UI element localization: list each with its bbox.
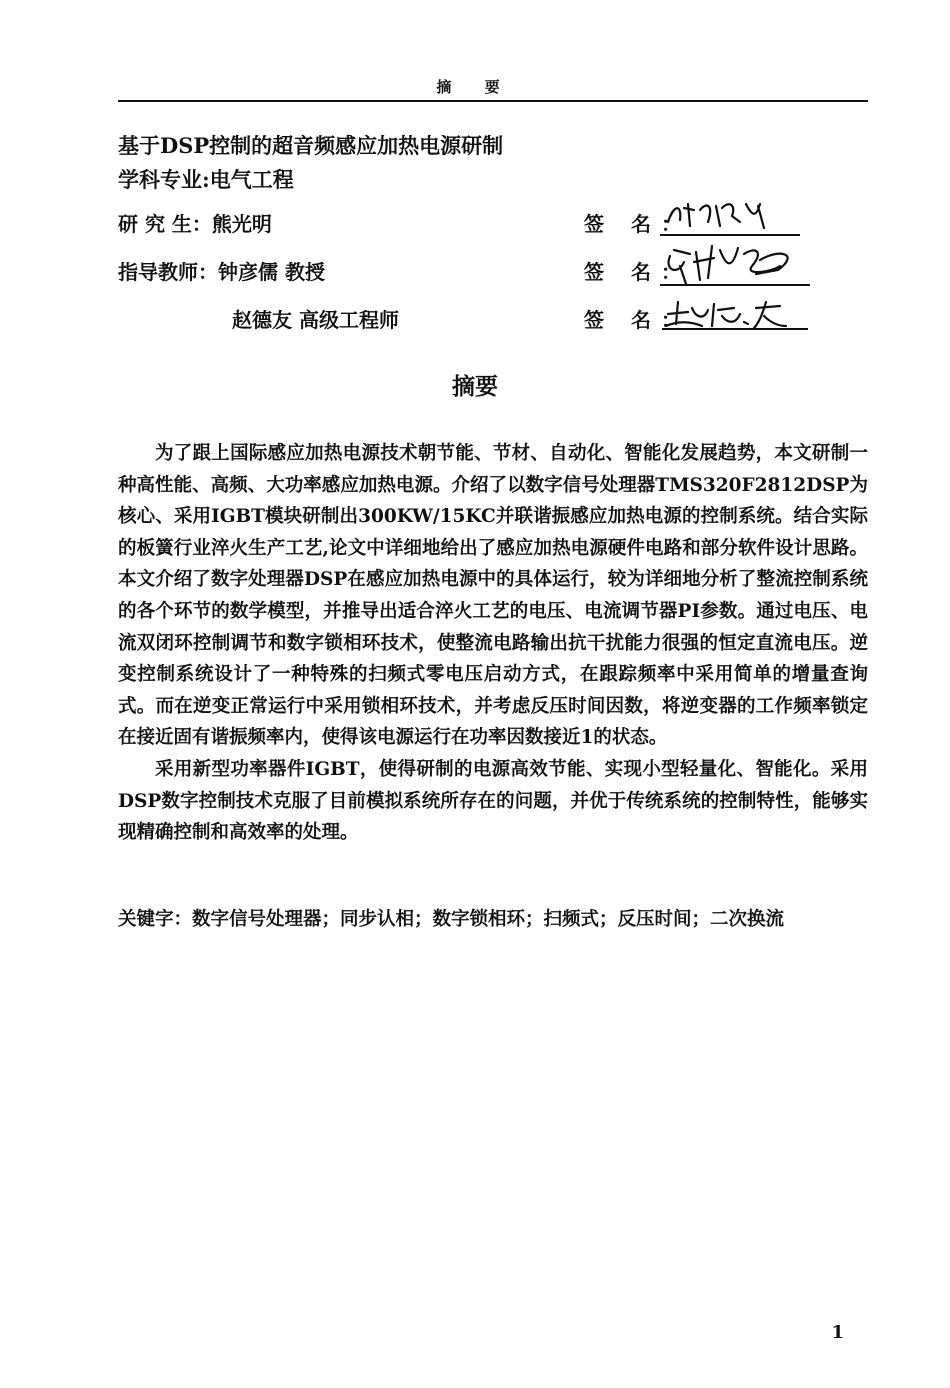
student-name: 研 究 生：熊光明 xyxy=(118,212,272,236)
abstract-heading: 摘要 xyxy=(452,373,498,400)
advisor-name: 指导教师：钟彦儒 教授 xyxy=(118,260,325,284)
keywords: 关键字：数字信号处理器；同步认相；数字锁相环；扫频式；反压时间；二次换流 xyxy=(118,909,785,930)
sign-label-advisor: 签 名： xyxy=(584,260,691,284)
sign-label-student: 签 名： xyxy=(584,212,691,236)
abstract-body xyxy=(118,438,868,849)
sign-label-co-advisor: 签 名： xyxy=(584,308,691,332)
signature-advisor xyxy=(660,236,810,296)
header-rule xyxy=(118,100,868,102)
abstract-paragraph: 采用新型功率器件IGBT，使得研制的电源高效节能、实现小型轻量化、智能化。采用DSP数字控制技术克服了目前模拟系统所存在的问题，并优于传统系统的控制特性，能够实现精确控制和高效率的处理。 xyxy=(118,758,868,844)
signature-line-advisor xyxy=(660,284,810,286)
signature-line-co-advisor xyxy=(662,328,808,330)
co-advisor-name: 赵德友 高级工程师 xyxy=(232,308,399,332)
running-header: 摘 要 xyxy=(436,78,514,96)
page-number: 1 xyxy=(831,1322,844,1343)
thesis-major: 学科专业:电气工程 xyxy=(118,167,294,192)
abstract-paragraph: 为了跟上国际感应加热电源技术朝节能、节材、自动化、智能化发展趋势，本文研制一种高性能、高频、大功率感应加热电源。介绍了以数字信号处理器TMS320F2812DSP为核心、采用IGBT模块研制出300KW/15KC并联谐振感应加热电源的控制系统。结合实际的板簧行业淬火生产工艺,论文中详细地给出了感应加热电源硬件电路和部分软件设计思路。本文介绍了数字处理器DSP在感应加热电源中的具体运行，较为详细地分析了整流控制系统的各个环节的数学模型，并推导出适合淬火工艺的电压、电流调节器PI参数。通过电压、电流双闭环控制调节和数字锁相环技术，使整流电路输出抗干扰能力很强的恒定直流电压。逆变控制系统设计了一种特殊的扫频式零电压启动方式，在跟踪频率中采用简单的增量查询式。而在逆变正常运行中采用锁相环技术，并考虑反压时间因数，将逆变器的工作频率锁定在接近固有谐振频率内，使得该电源运行在功率因数接近1的状态。 xyxy=(118,443,868,749)
signature-co-advisor xyxy=(662,296,802,336)
thesis-title: 基于DSP控制的超音频感应加热电源研制 xyxy=(118,133,504,158)
